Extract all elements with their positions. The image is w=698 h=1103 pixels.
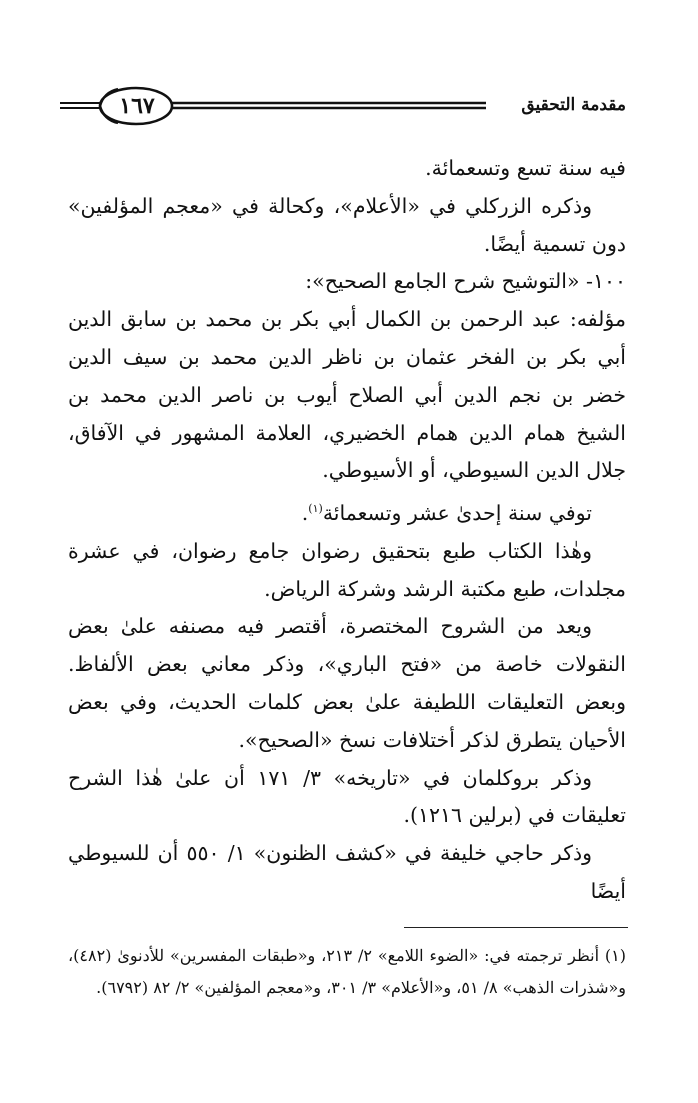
paragraph-text: توفي سنة إحدىٰ عشر وتسعمائة: [322, 501, 592, 525]
paragraph: وذكر حاجي خليفة في «كشف الظنون» ١/ ٥٥٠ أن للسيوطي أيضًا: [68, 841, 626, 903]
paragraph: وذكر بروكلمان في «تاريخه» ٣/ ١٧١ أن علىٰ هٰذا الشرح تعليقات في (برلين ١٢١٦).: [68, 765, 626, 828]
running-title: مقدمة التحقيق: [486, 88, 626, 122]
entry-heading: ١٠٠- «التوشيح شرح الجامع الصحيح»:: [305, 269, 626, 294]
footnote-separator: [404, 927, 628, 928]
paragraph: [68, 490, 626, 533]
main-text: [68, 150, 626, 911]
paragraph: ويعد من الشروح المختصرة، أقتصر فيه مصنفه علىٰ بعض النقولات خاصة من «فتح الباري»، وذكر معاني بعض الألفاظ. وبعض التعليقات اللطيفة علىٰ بعض كلمات الحديث، وفي بعض الأحيان يتطرق لذكر أختلافات نسخ «الصحيح».: [68, 614, 626, 752]
page-header: [60, 84, 626, 128]
footnote-marker: (١): [308, 502, 323, 516]
paragraph-end: .: [301, 501, 309, 525]
footnote: (١) أنظر ترجمته في: «الضوء اللامع» ٢/ ٢١٣، و«طبقات المفسرين» للأدنوىٰ (٤٨٢)، و«شذرات الذهب» ٨/ ٥١، و«الأعلام» ٣/ ٣٠١، و«معجم المؤلفين» ٢/ ٨٢ (٦٧٩٢).: [68, 946, 626, 997]
page-number: ١٦٧: [119, 93, 155, 119]
footnotes: [68, 940, 626, 1003]
paragraph: مؤلفه: عبد الرحمن بن الكمال أبي بكر بن محمد بن سابق الدين أبي بكر بن الفخر عثمان بن ناظر الدين محمد بن سيف الدين خضر بن نجم الدين أبي الصلاح أيوب بن ناصر الدين محمد بن الشيخ همام الدين همام الخضيري، العلامة المشهور في الآفاق، جلال الدين السيوطي، أو الأسيوطي.: [68, 307, 626, 483]
paragraph: فيه سنة تسع وتسعمائة.: [425, 156, 626, 180]
paragraph: وذكره الزركلي في «الأعلام»، وكحالة في «معجم المؤلفين» دون تسمية أيضًا.: [68, 193, 626, 256]
paragraph: وهٰذا الكتاب طبع بتحقيق رضوان جامع رضوان، في عشرة مجلدات، طبع مكتبة الرشد وشركة الرياض.: [68, 538, 626, 601]
